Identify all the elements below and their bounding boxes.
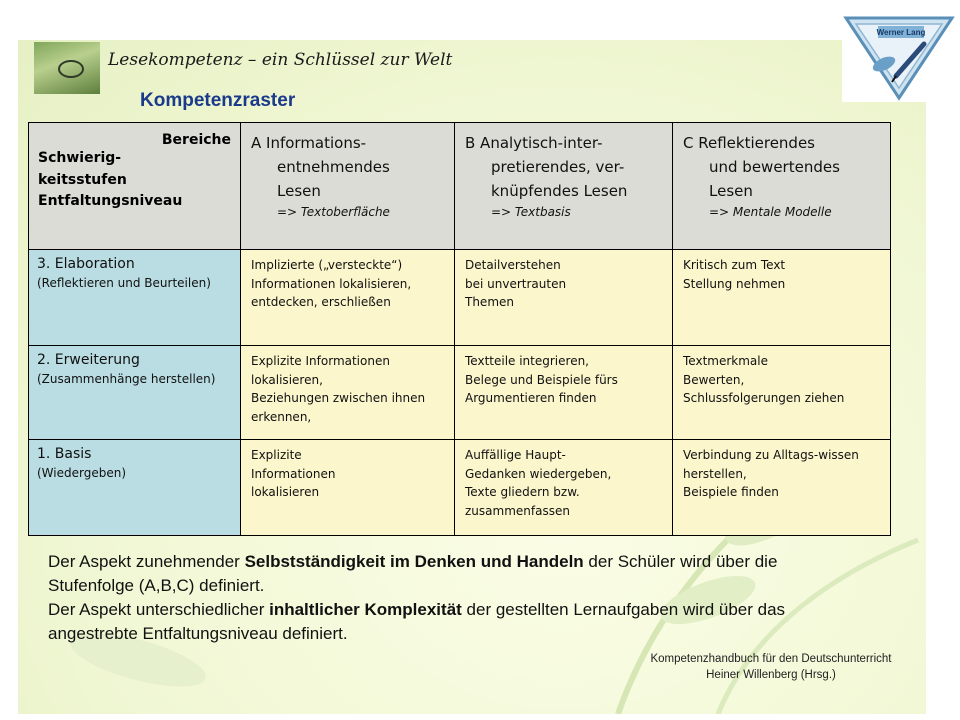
table-cell: Textteile integrieren, Belege und Beispiele fürs Argumentieren finden	[455, 346, 673, 440]
table-cell: Detailverstehen bei unvertrauten Themen	[455, 250, 673, 346]
table-cell: Auffällige Haupt- Gedanken wiedergeben, Texte gliedern bzw. zusammenfassen	[455, 440, 673, 536]
column-header-b: B Analytisch-inter- pretierendes, ver- knüpfendes Lesen => Textbasis	[455, 123, 673, 250]
table-cell: Textmerkmale Bewerten, Schlussfolgerungen ziehen	[673, 346, 891, 440]
reading-photo	[34, 42, 100, 94]
table-cell: Verbindung zu Alltags-wissen herstellen, Beispiele finden	[673, 440, 891, 536]
table-row	[29, 440, 891, 536]
logo	[842, 14, 956, 102]
column-header-c: C Reflektierendes und bewertendes Lesen => Mentale Modelle	[673, 123, 891, 250]
source-footnote: Kompetenzhandbuch für den Deutschunterricht Heiner Willenberg (Hrsg.)	[650, 653, 892, 681]
difficulty-label: Schwierig- keitsstufen Entfaltungsniveau	[38, 150, 183, 210]
slogan: Lesekompetenz – ein Schlüssel zur Welt	[108, 50, 453, 70]
logo-triangle-icon	[842, 14, 956, 102]
glasses-icon	[58, 60, 84, 78]
table-row	[29, 346, 891, 440]
table-cell: Implizierte („versteckte“) Informationen lokalisieren, entdecken, erschließen	[241, 250, 455, 346]
table-header-row	[29, 123, 891, 250]
table-cell: Explizite Informationen lokalisieren, Beziehungen zwischen ihnen erkennen,	[241, 346, 455, 440]
competence-grid	[28, 122, 891, 536]
corner-cell	[29, 123, 241, 250]
table-row	[29, 250, 891, 346]
description-paragraph-2: Der Aspekt unterschiedlicher inhaltlicher Komplexität der gestellten Lernaufgaben wird über das angestrebte Entfaltungsniveau definiert.	[48, 600, 786, 644]
table-cell: Explizite Informationen lokalisieren	[241, 440, 455, 536]
table-cell: Kritisch zum Text Stellung nehmen	[673, 250, 891, 346]
description-text	[48, 550, 868, 647]
bereiche-label: Bereiche	[161, 132, 231, 148]
row-header-basis: 1. Basis (Wiedergeben)	[29, 440, 241, 536]
page-title: Kompetenzraster	[140, 90, 296, 111]
row-header-erweiterung: 2. Erweiterung (Zusammenhänge herstellen)	[29, 346, 241, 440]
description-paragraph-1: Der Aspekt zunehmender Selbstständigkeit im Denken und Handeln der Schüler wird über die Stufenfolge (A,B,C) definiert.	[48, 552, 778, 596]
logo-text: Werner Lang	[876, 28, 926, 37]
row-header-elaboration: 3. Elaboration (Reflektieren und Beurteilen)	[29, 250, 241, 346]
column-header-a: A Informations- entnehmendes Lesen => Textoberfläche	[241, 123, 455, 250]
